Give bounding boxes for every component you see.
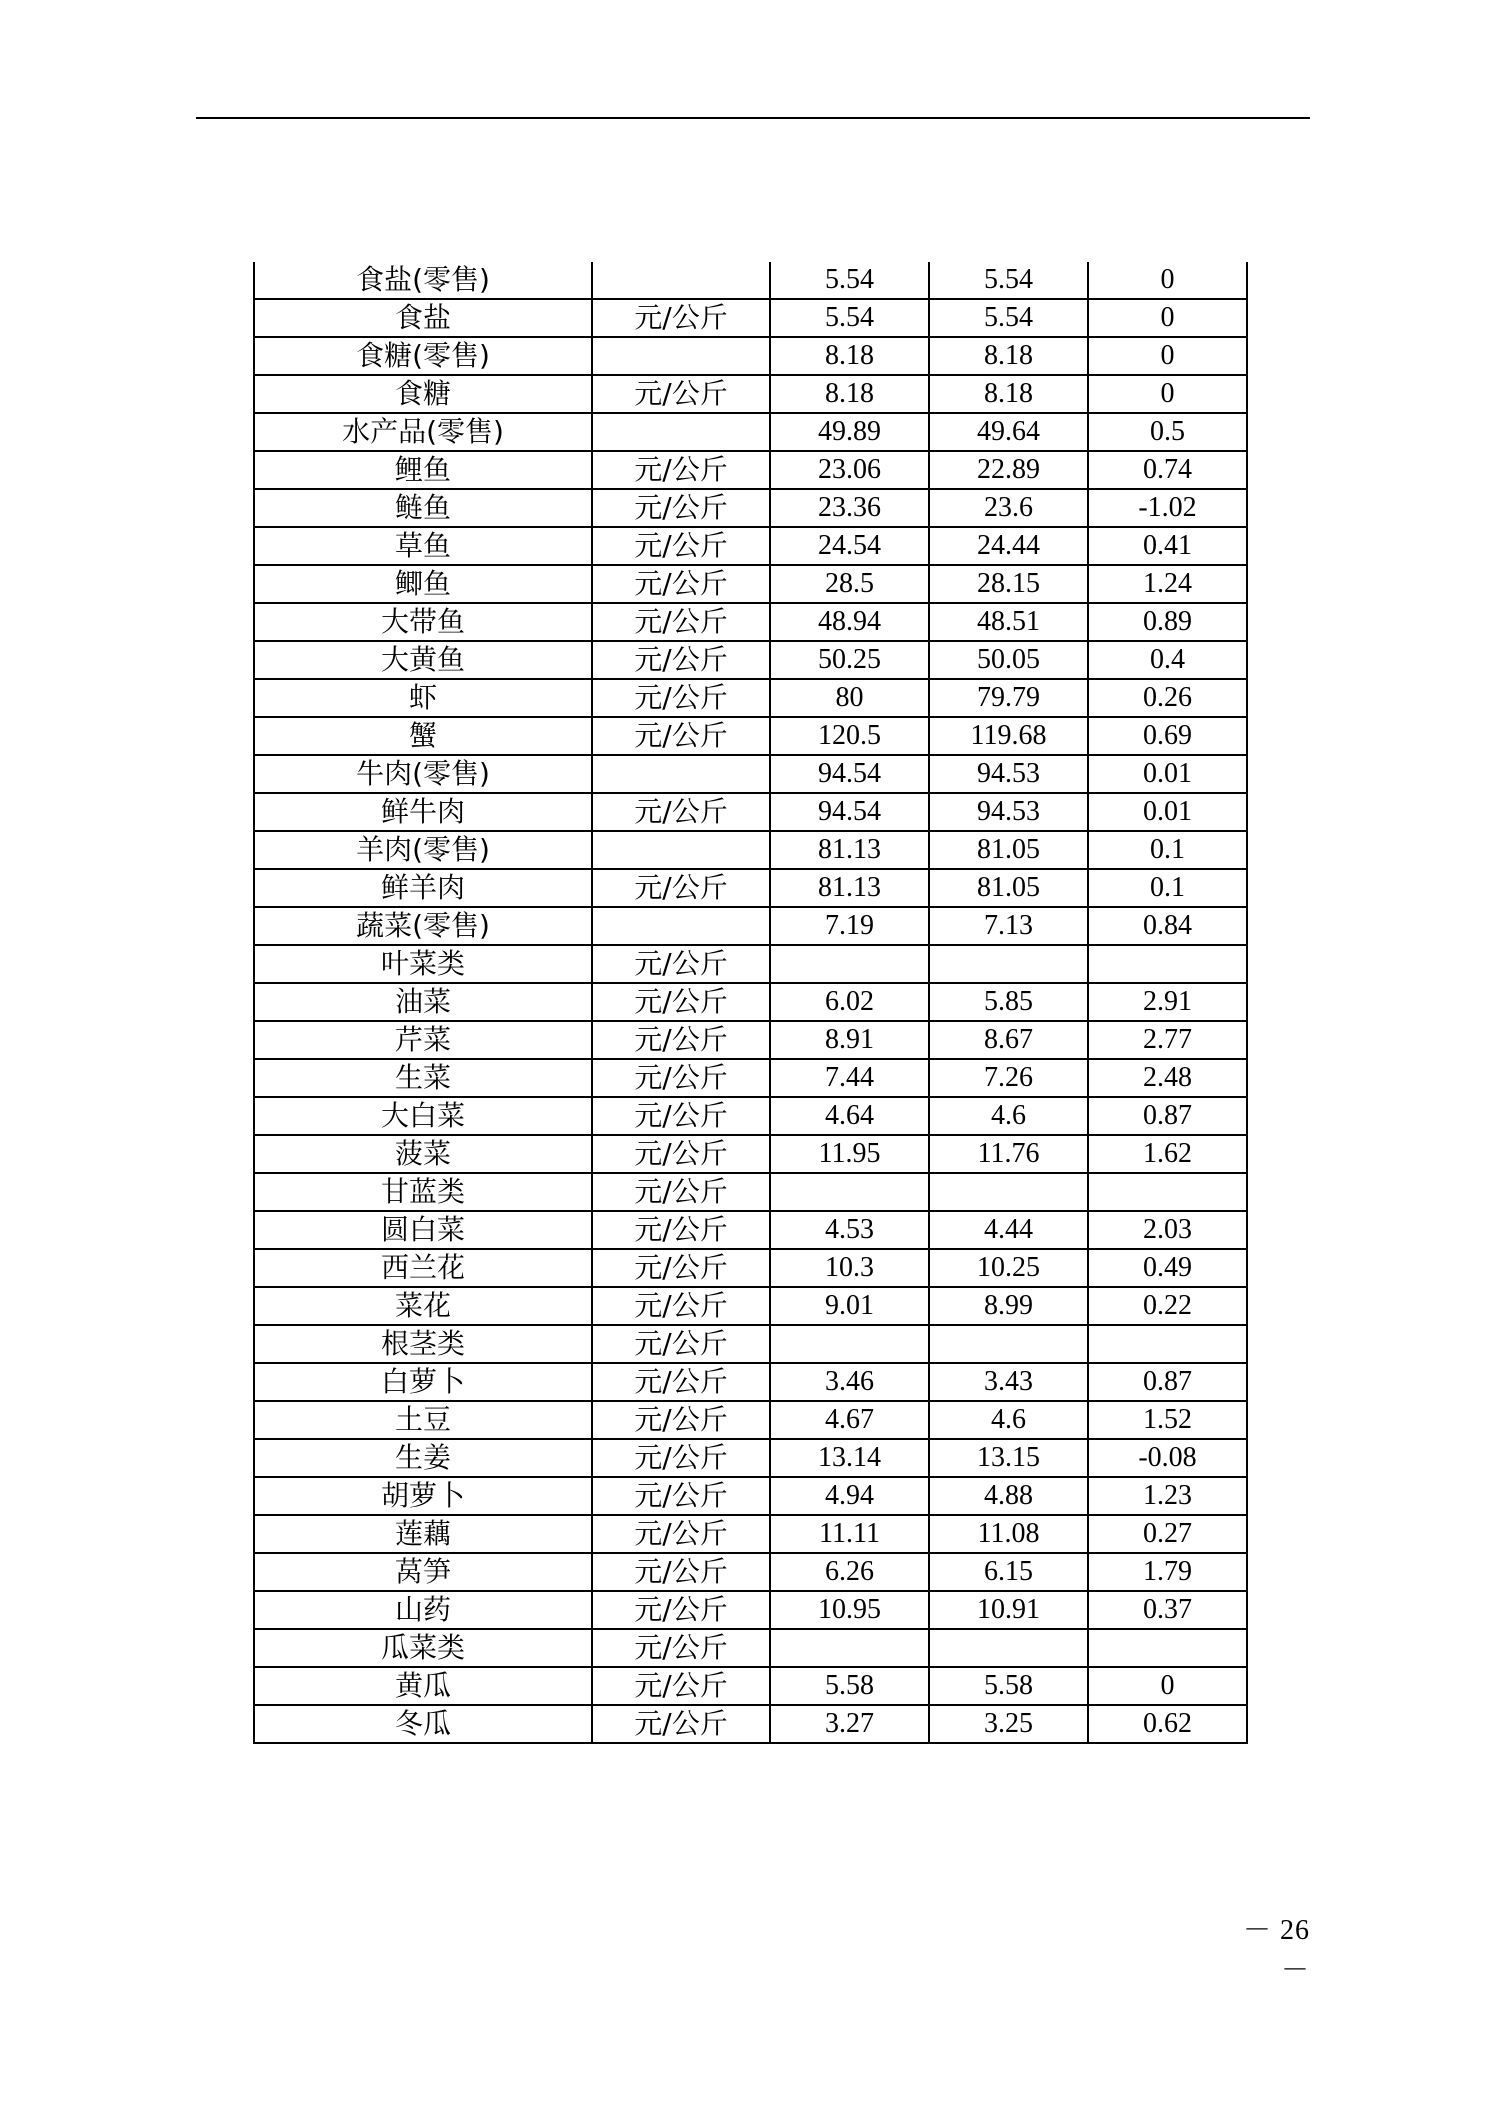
change-percent-cell: 0.84 <box>1088 907 1247 945</box>
item-name-cell: 鲜牛肉 <box>254 793 592 831</box>
price-current-cell: 50.25 <box>770 641 929 679</box>
table-row <box>254 451 1247 489</box>
price-current-cell: 5.54 <box>770 299 929 337</box>
price-previous-cell: 13.15 <box>929 1439 1088 1477</box>
item-name-cell: 黄瓜 <box>254 1667 592 1705</box>
item-name-cell: 土豆 <box>254 1401 592 1439</box>
price-current-cell: 4.67 <box>770 1401 929 1439</box>
price-current-cell: 11.11 <box>770 1515 929 1553</box>
price-current-cell: 94.54 <box>770 755 929 793</box>
change-percent-cell: 0.74 <box>1088 451 1247 489</box>
change-percent-cell: 0.37 <box>1088 1591 1247 1629</box>
item-name-cell: 根茎类 <box>254 1325 592 1363</box>
change-percent-cell: 0.1 <box>1088 869 1247 907</box>
price-previous-cell: 8.67 <box>929 1021 1088 1059</box>
price-current-cell: 49.89 <box>770 413 929 451</box>
price-previous-cell: 48.51 <box>929 603 1088 641</box>
unit-cell: 元/公斤 <box>592 603 770 641</box>
unit-cell: 元/公斤 <box>592 1667 770 1705</box>
item-name-cell: 鲜羊肉 <box>254 869 592 907</box>
price-previous-cell: 81.05 <box>929 831 1088 869</box>
table-row <box>254 1211 1247 1249</box>
change-percent-cell: 0.87 <box>1088 1363 1247 1401</box>
price-current-cell: 120.5 <box>770 717 929 755</box>
change-percent-cell: 0.89 <box>1088 603 1247 641</box>
price-previous-cell: 49.64 <box>929 413 1088 451</box>
unit-cell: 元/公斤 <box>592 489 770 527</box>
price-previous-cell: 24.44 <box>929 527 1088 565</box>
price-previous-cell: 94.53 <box>929 793 1088 831</box>
change-percent-cell: 2.48 <box>1088 1059 1247 1097</box>
unit-cell <box>592 262 770 299</box>
price-previous-cell: 4.44 <box>929 1211 1088 1249</box>
table-row <box>254 1021 1247 1059</box>
price-previous-cell: 81.05 <box>929 869 1088 907</box>
table-row <box>254 1363 1247 1401</box>
change-percent-cell <box>1088 1173 1247 1211</box>
item-name-cell: 蟹 <box>254 717 592 755</box>
item-name-cell: 草鱼 <box>254 527 592 565</box>
item-name-cell: 鲫鱼 <box>254 565 592 603</box>
unit-cell: 元/公斤 <box>592 641 770 679</box>
change-percent-cell: 0.69 <box>1088 717 1247 755</box>
change-percent-cell <box>1088 1629 1247 1667</box>
item-name-cell: 瓜菜类 <box>254 1629 592 1667</box>
price-current-cell <box>770 1629 929 1667</box>
change-percent-cell: 0.62 <box>1088 1705 1247 1743</box>
unit-cell: 元/公斤 <box>592 1325 770 1363</box>
unit-cell <box>592 755 770 793</box>
change-percent-cell <box>1088 945 1247 983</box>
price-current-cell: 81.13 <box>770 869 929 907</box>
price-current-cell: 6.26 <box>770 1553 929 1591</box>
table-row <box>254 1287 1247 1325</box>
price-current-cell: 4.53 <box>770 1211 929 1249</box>
price-current-cell: 11.95 <box>770 1135 929 1173</box>
unit-cell: 元/公斤 <box>592 1363 770 1401</box>
price-current-cell: 9.01 <box>770 1287 929 1325</box>
table-row <box>254 1553 1247 1591</box>
table-row <box>254 755 1247 793</box>
price-current-cell <box>770 1173 929 1211</box>
change-percent-cell: 1.24 <box>1088 565 1247 603</box>
change-percent-cell: 0 <box>1088 375 1247 413</box>
price-previous-cell: 23.6 <box>929 489 1088 527</box>
table-row <box>254 1249 1247 1287</box>
change-percent-cell: 0.4 <box>1088 641 1247 679</box>
item-name-cell: 虾 <box>254 679 592 717</box>
change-percent-cell: 0.27 <box>1088 1515 1247 1553</box>
price-previous-cell: 5.54 <box>929 262 1088 299</box>
price-previous-cell: 11.76 <box>929 1135 1088 1173</box>
item-name-cell: 鲤鱼 <box>254 451 592 489</box>
price-table <box>253 262 1248 1744</box>
price-previous-cell: 28.15 <box>929 565 1088 603</box>
price-current-cell: 24.54 <box>770 527 929 565</box>
price-current-cell: 3.27 <box>770 1705 929 1743</box>
price-previous-cell: 79.79 <box>929 679 1088 717</box>
item-name-cell: 鲢鱼 <box>254 489 592 527</box>
table-row <box>254 717 1247 755</box>
price-previous-cell <box>929 1325 1088 1363</box>
table-row <box>254 262 1247 299</box>
price-current-cell: 4.94 <box>770 1477 929 1515</box>
change-percent-cell <box>1088 1325 1247 1363</box>
price-current-cell: 6.02 <box>770 983 929 1021</box>
unit-cell: 元/公斤 <box>592 1059 770 1097</box>
table-row <box>254 1135 1247 1173</box>
table-row <box>254 413 1247 451</box>
table-row <box>254 1097 1247 1135</box>
table-row <box>254 869 1247 907</box>
table-row <box>254 1059 1247 1097</box>
item-name-cell: 菜花 <box>254 1287 592 1325</box>
price-current-cell: 8.18 <box>770 375 929 413</box>
item-name-cell: 甘蓝类 <box>254 1173 592 1211</box>
table-row <box>254 299 1247 337</box>
change-percent-cell: 0 <box>1088 1667 1247 1705</box>
price-current-cell: 48.94 <box>770 603 929 641</box>
table-row <box>254 907 1247 945</box>
table-row <box>254 337 1247 375</box>
table-row <box>254 1629 1247 1667</box>
table-row <box>254 375 1247 413</box>
price-previous-cell: 4.6 <box>929 1097 1088 1135</box>
table-row <box>254 1325 1247 1363</box>
price-current-cell: 7.19 <box>770 907 929 945</box>
price-current-cell: 5.58 <box>770 1667 929 1705</box>
change-percent-cell: 0.1 <box>1088 831 1247 869</box>
price-previous-cell: 5.58 <box>929 1667 1088 1705</box>
change-percent-cell: 0.01 <box>1088 755 1247 793</box>
table-row <box>254 1705 1247 1743</box>
unit-cell: 元/公斤 <box>592 1287 770 1325</box>
unit-cell: 元/公斤 <box>592 527 770 565</box>
change-percent-cell: 0 <box>1088 262 1247 299</box>
price-previous-cell: 50.05 <box>929 641 1088 679</box>
table-row <box>254 679 1247 717</box>
table-row <box>254 1401 1247 1439</box>
unit-cell <box>592 337 770 375</box>
item-name-cell: 水产品(零售) <box>254 413 592 451</box>
price-current-cell: 10.95 <box>770 1591 929 1629</box>
change-percent-cell: 0 <box>1088 299 1247 337</box>
item-name-cell: 菠菜 <box>254 1135 592 1173</box>
price-previous-cell: 119.68 <box>929 717 1088 755</box>
unit-cell: 元/公斤 <box>592 1477 770 1515</box>
item-name-cell: 牛肉(零售) <box>254 755 592 793</box>
unit-cell: 元/公斤 <box>592 565 770 603</box>
price-previous-cell: 3.43 <box>929 1363 1088 1401</box>
change-percent-cell: 0.26 <box>1088 679 1247 717</box>
change-percent-cell: 1.62 <box>1088 1135 1247 1173</box>
item-name-cell: 西兰花 <box>254 1249 592 1287</box>
unit-cell: 元/公斤 <box>592 1439 770 1477</box>
unit-cell: 元/公斤 <box>592 1705 770 1743</box>
price-current-cell: 8.91 <box>770 1021 929 1059</box>
unit-cell: 元/公斤 <box>592 983 770 1021</box>
table-row <box>254 527 1247 565</box>
price-previous-cell: 5.54 <box>929 299 1088 337</box>
unit-cell: 元/公斤 <box>592 1173 770 1211</box>
table-row <box>254 1515 1247 1553</box>
price-previous-cell: 7.13 <box>929 907 1088 945</box>
item-name-cell: 胡萝卜 <box>254 1477 592 1515</box>
change-percent-cell: 0.22 <box>1088 1287 1247 1325</box>
unit-cell: 元/公斤 <box>592 1591 770 1629</box>
item-name-cell: 食糖(零售) <box>254 337 592 375</box>
price-current-cell: 23.06 <box>770 451 929 489</box>
unit-cell: 元/公斤 <box>592 299 770 337</box>
unit-cell: 元/公斤 <box>592 679 770 717</box>
unit-cell: 元/公斤 <box>592 1249 770 1287</box>
header-rule <box>196 117 1310 119</box>
price-previous-cell: 8.18 <box>929 337 1088 375</box>
item-name-cell: 山药 <box>254 1591 592 1629</box>
table-row <box>254 489 1247 527</box>
change-percent-cell: 0.41 <box>1088 527 1247 565</box>
price-previous-cell: 3.25 <box>929 1705 1088 1743</box>
price-current-cell <box>770 1325 929 1363</box>
change-percent-cell: 0 <box>1088 337 1247 375</box>
price-current-cell: 7.44 <box>770 1059 929 1097</box>
change-percent-cell: 1.52 <box>1088 1401 1247 1439</box>
unit-cell: 元/公斤 <box>592 869 770 907</box>
unit-cell: 元/公斤 <box>592 1135 770 1173</box>
item-name-cell: 莲藕 <box>254 1515 592 1553</box>
item-name-cell: 羊肉(零售) <box>254 831 592 869</box>
price-previous-cell: 10.91 <box>929 1591 1088 1629</box>
price-previous-cell: 11.08 <box>929 1515 1088 1553</box>
unit-cell <box>592 907 770 945</box>
table-row <box>254 1591 1247 1629</box>
change-percent-cell: -0.08 <box>1088 1439 1247 1477</box>
page-number: － 26 － <box>1242 1915 1310 1986</box>
price-current-cell: 10.3 <box>770 1249 929 1287</box>
change-percent-cell: -1.02 <box>1088 489 1247 527</box>
price-previous-cell: 5.85 <box>929 983 1088 1021</box>
table-row <box>254 1667 1247 1705</box>
price-current-cell: 28.5 <box>770 565 929 603</box>
item-name-cell: 大黄鱼 <box>254 641 592 679</box>
unit-cell: 元/公斤 <box>592 1629 770 1667</box>
price-current-cell: 4.64 <box>770 1097 929 1135</box>
price-current-cell: 3.46 <box>770 1363 929 1401</box>
change-percent-cell: 1.23 <box>1088 1477 1247 1515</box>
price-previous-cell: 8.18 <box>929 375 1088 413</box>
table-row <box>254 1477 1247 1515</box>
item-name-cell: 食盐(零售) <box>254 262 592 299</box>
item-name-cell: 生姜 <box>254 1439 592 1477</box>
price-previous-cell: 4.88 <box>929 1477 1088 1515</box>
table-row <box>254 793 1247 831</box>
unit-cell: 元/公斤 <box>592 793 770 831</box>
price-current-cell: 5.54 <box>770 262 929 299</box>
item-name-cell: 大带鱼 <box>254 603 592 641</box>
change-percent-cell: 1.79 <box>1088 1553 1247 1591</box>
unit-cell: 元/公斤 <box>592 1097 770 1135</box>
price-previous-cell: 94.53 <box>929 755 1088 793</box>
item-name-cell: 生菜 <box>254 1059 592 1097</box>
unit-cell <box>592 413 770 451</box>
price-previous-cell: 10.25 <box>929 1249 1088 1287</box>
price-current-cell <box>770 945 929 983</box>
item-name-cell: 莴笋 <box>254 1553 592 1591</box>
table-row <box>254 641 1247 679</box>
unit-cell: 元/公斤 <box>592 1401 770 1439</box>
price-previous-cell <box>929 1173 1088 1211</box>
table-row <box>254 945 1247 983</box>
item-name-cell: 食盐 <box>254 299 592 337</box>
item-name-cell: 芹菜 <box>254 1021 592 1059</box>
item-name-cell: 叶菜类 <box>254 945 592 983</box>
price-current-cell: 13.14 <box>770 1439 929 1477</box>
change-percent-cell: 0.5 <box>1088 413 1247 451</box>
price-current-cell: 23.36 <box>770 489 929 527</box>
table-row <box>254 1439 1247 1477</box>
table-row <box>254 831 1247 869</box>
price-current-cell: 80 <box>770 679 929 717</box>
price-current-cell: 81.13 <box>770 831 929 869</box>
unit-cell: 元/公斤 <box>592 945 770 983</box>
price-table-body <box>254 262 1247 1743</box>
table-row <box>254 565 1247 603</box>
price-previous-cell: 22.89 <box>929 451 1088 489</box>
unit-cell: 元/公斤 <box>592 717 770 755</box>
price-previous-cell: 8.99 <box>929 1287 1088 1325</box>
item-name-cell: 蔬菜(零售) <box>254 907 592 945</box>
table-row <box>254 983 1247 1021</box>
item-name-cell: 大白菜 <box>254 1097 592 1135</box>
change-percent-cell: 0.01 <box>1088 793 1247 831</box>
item-name-cell: 油菜 <box>254 983 592 1021</box>
table-row <box>254 603 1247 641</box>
unit-cell: 元/公斤 <box>592 375 770 413</box>
item-name-cell: 冬瓜 <box>254 1705 592 1743</box>
unit-cell: 元/公斤 <box>592 1021 770 1059</box>
unit-cell: 元/公斤 <box>592 1553 770 1591</box>
item-name-cell: 食糖 <box>254 375 592 413</box>
price-current-cell: 94.54 <box>770 793 929 831</box>
price-previous-cell <box>929 945 1088 983</box>
change-percent-cell: 0.87 <box>1088 1097 1247 1135</box>
unit-cell <box>592 831 770 869</box>
unit-cell: 元/公斤 <box>592 1211 770 1249</box>
item-name-cell: 圆白菜 <box>254 1211 592 1249</box>
unit-cell: 元/公斤 <box>592 451 770 489</box>
item-name-cell: 白萝卜 <box>254 1363 592 1401</box>
price-previous-cell: 6.15 <box>929 1553 1088 1591</box>
price-current-cell: 8.18 <box>770 337 929 375</box>
change-percent-cell: 2.91 <box>1088 983 1247 1021</box>
change-percent-cell: 2.77 <box>1088 1021 1247 1059</box>
change-percent-cell: 2.03 <box>1088 1211 1247 1249</box>
price-previous-cell: 4.6 <box>929 1401 1088 1439</box>
table-row <box>254 1173 1247 1211</box>
price-previous-cell <box>929 1629 1088 1667</box>
price-previous-cell: 7.26 <box>929 1059 1088 1097</box>
change-percent-cell: 0.49 <box>1088 1249 1247 1287</box>
unit-cell: 元/公斤 <box>592 1515 770 1553</box>
